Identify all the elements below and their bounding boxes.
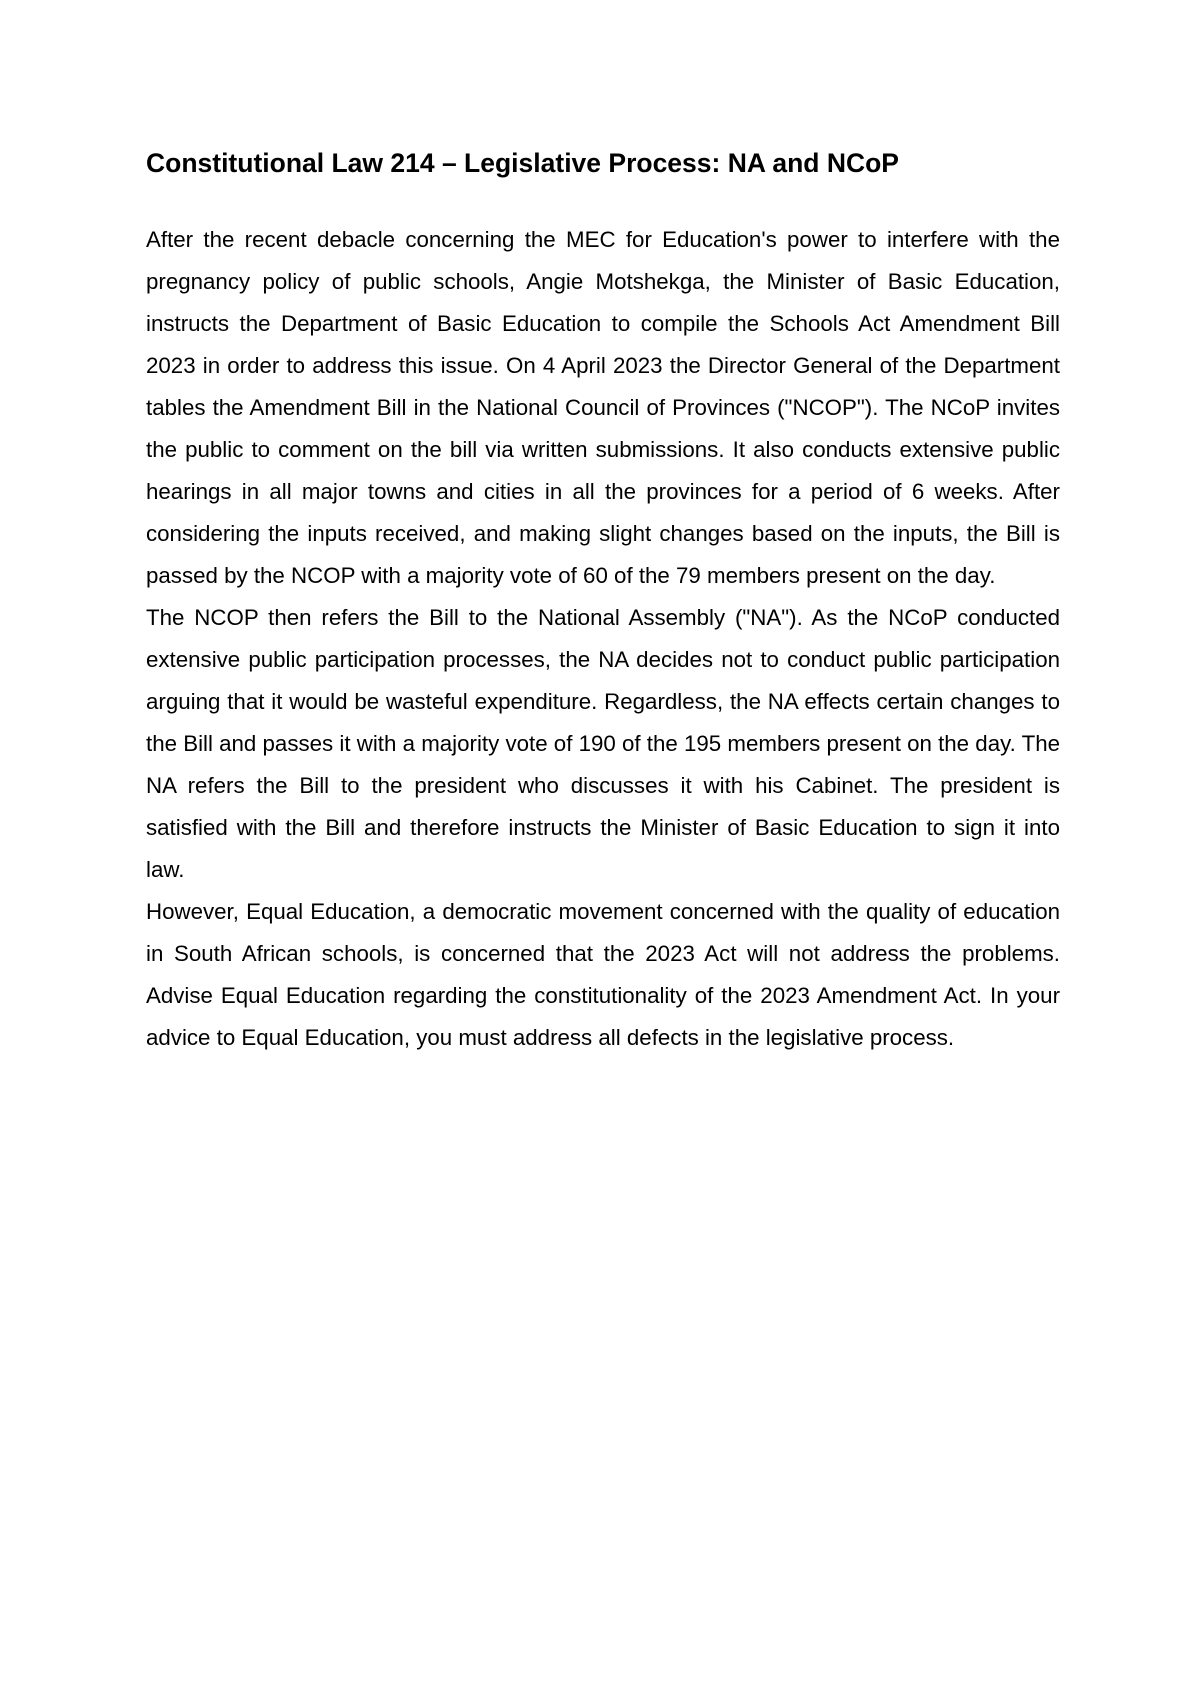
document-title: Constitutional Law 214 – Legislative Process: NA and NCoP xyxy=(146,148,899,178)
document-body xyxy=(146,145,1060,1059)
paragraph-facts: After the recent debacle concerning the MEC for Education's power to interfere with the pregnancy policy of public schools, Angie Motshekga, the Minister of Basic Education, instructs the Department of Basic Education to compile the Schools Act Amendment Bill 2023 in order to address this issue. On 4 April 2023 the Director General of the Department tables the Amendment Bill in the National Council of Provinces ("NCOP"). The NCoP invites the public to comment on the bill via written submissions. It also conducts extensive public hearings in all major towns and cities in all the provinces for a period of 6 weeks. After considering the inputs received, and making slight changes based on the inputs, the Bill is passed by the NCOP with a majority vote of 60 of the 79 members present on the day. xyxy=(146,227,1060,588)
paragraph-na-process: The NCOP then refers the Bill to the National Assembly ("NA"). As the NCoP conducted extensive public participation processes, the NA decides not to conduct public participation arguing that it would be wasteful expenditure. Regardless, the NA effects certain changes to the Bill and passes it with a majority vote of 190 of the 195 members present on the day. The NA refers the Bill to the president who discusses it with his Cabinet. The president is satisfied with the Bill and therefore instructs the Minister of Basic Education to sign it into law. xyxy=(146,605,1060,882)
paragraph-question: However, Equal Education, a democratic movement concerned with the quality of education in South African schools, is concerned that the 2023 Act will not address the problems. Advise Equal Education regarding the constitutionality of the 2023 Amendment Act. In your advice to Equal Education, you must address all defects in the legislative process. xyxy=(146,899,1060,1050)
